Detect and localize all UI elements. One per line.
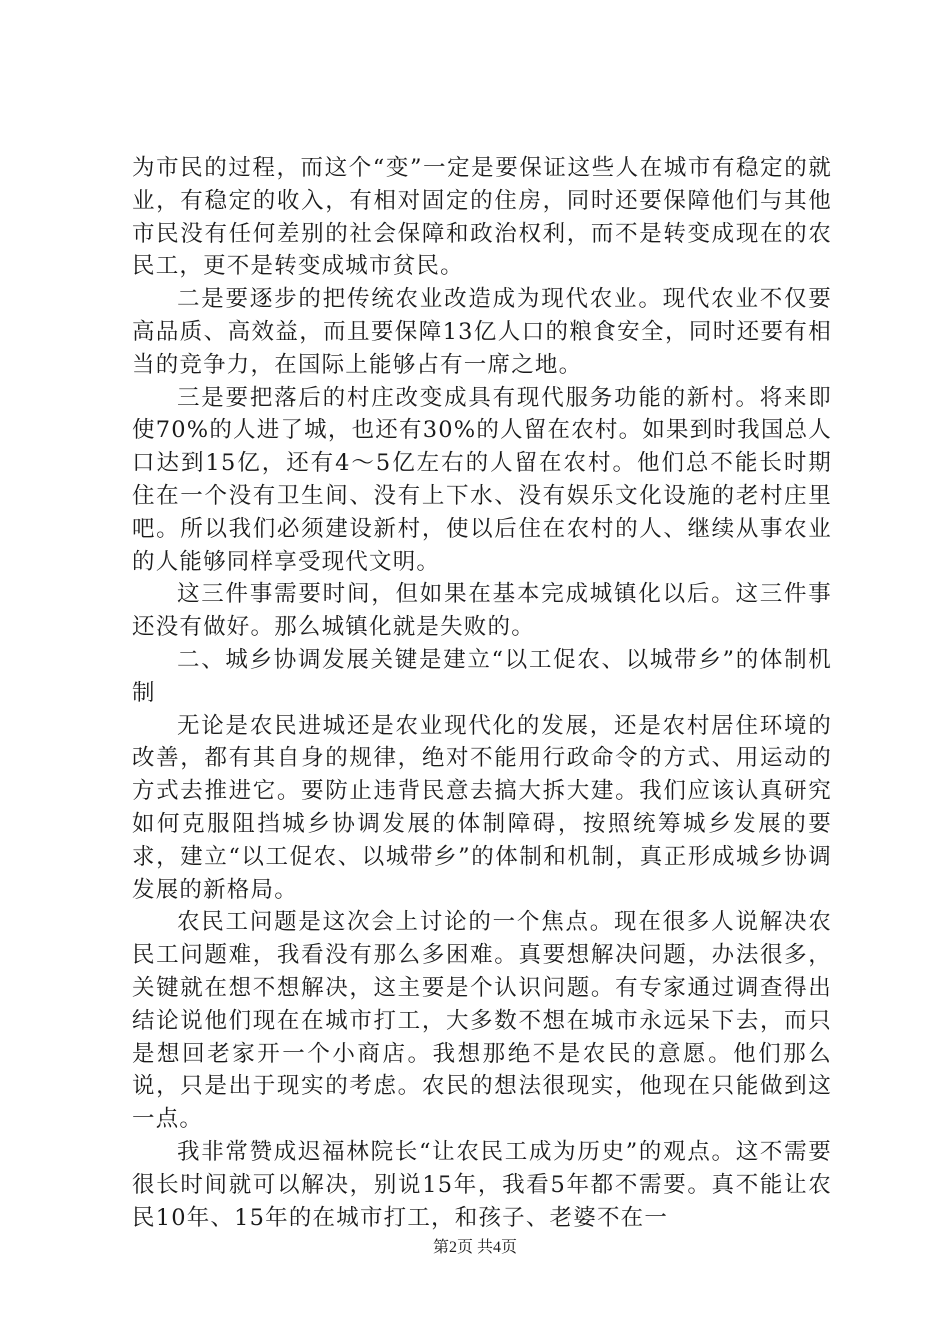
document-body: [132, 152, 832, 1234]
paragraph-three-tasks: 这三件事需要时间，但如果在基本完成城镇化以后。这三件事还没有做好。那么城镇化就是失败的。: [132, 581, 832, 641]
paragraph-history-viewpoint: 我非常赞成迟福林院长“让农民工成为历史”的观点。这不需要很长时间就可以解决，别说15年，我看5年都不需要。真不能让农民10年、15年的在城市打工，和孩子、老婆不在一: [132, 1138, 832, 1231]
page-number-footer: 第2页 共4页: [432, 1239, 517, 1256]
paragraph-migrant-workers: 农民工问题是这次会上讨论的一个焦点。现在很多人说解决农民工问题难，我看没有那么多困难。真要想解决问题，办法很多，关键就在想不想解决，这主要是个认识问题。有专家通过调查得出结论说他们现在在城市打工，大多数不想在城市永远呆下去，而只是想回老家开一个小商店。我想那绝不是农民的意愿。他们那么说，只是出于现实的考虑。农民的想法很现实，他现在只能做到这一点。: [132, 909, 832, 1133]
paragraph-continuation: 为市民的过程，而这个“变”一定是要保证这些人在城市有稳定的就业，有稳定的收入，有相对固定的住房，同时还要保障他们与其他市民没有任何差别的社会保障和政治权利，而不是转变成现在的农民工，更不是转变成城市贫民。: [132, 155, 832, 280]
paragraph-modern-agriculture: 二是要逐步的把传统农业改造成为现代农业。现代农业不仅要高品质、高效益，而且要保障13亿人口的粮食安全，同时还要有相当的竞争力，在国际上能够占有一席之地。: [132, 286, 832, 378]
paragraph-new-village: 三是要把落后的村庄改变成具有现代服务功能的新村。将来即使70%的人进了城，也还有30%的人留在农村。如果到时我国总人口达到15亿，还有4～5亿左右的人留在农村。他们总不能长时期住在一个没有卫生间、没有上下水、没有娱乐文化设施的老村庄里吧。所以我们必须建设新村，使以后住在农村的人、继续从事农业的人能够同样享受现代文明。: [132, 384, 832, 575]
paragraph-institutional-barriers: 无论是农民进城还是农业现代化的发展，还是农村居住环境的改善，都有其自身的规律，绝对不能用行政命令的方式、用运动的方式去推进它。要防止违背民意去搞大拆大建。我们应该认真研究如何克服阻挡城乡协调发展的体制障碍，按照统筹城乡发展的要求，建立“以工促农、以城带乡”的体制和机制，真正形成城乡协调发展的新格局。: [132, 712, 832, 903]
section-heading-urban-rural: 二、城乡协调发展关键是建立“以工促农、以城带乡”的体制机制: [132, 646, 832, 706]
